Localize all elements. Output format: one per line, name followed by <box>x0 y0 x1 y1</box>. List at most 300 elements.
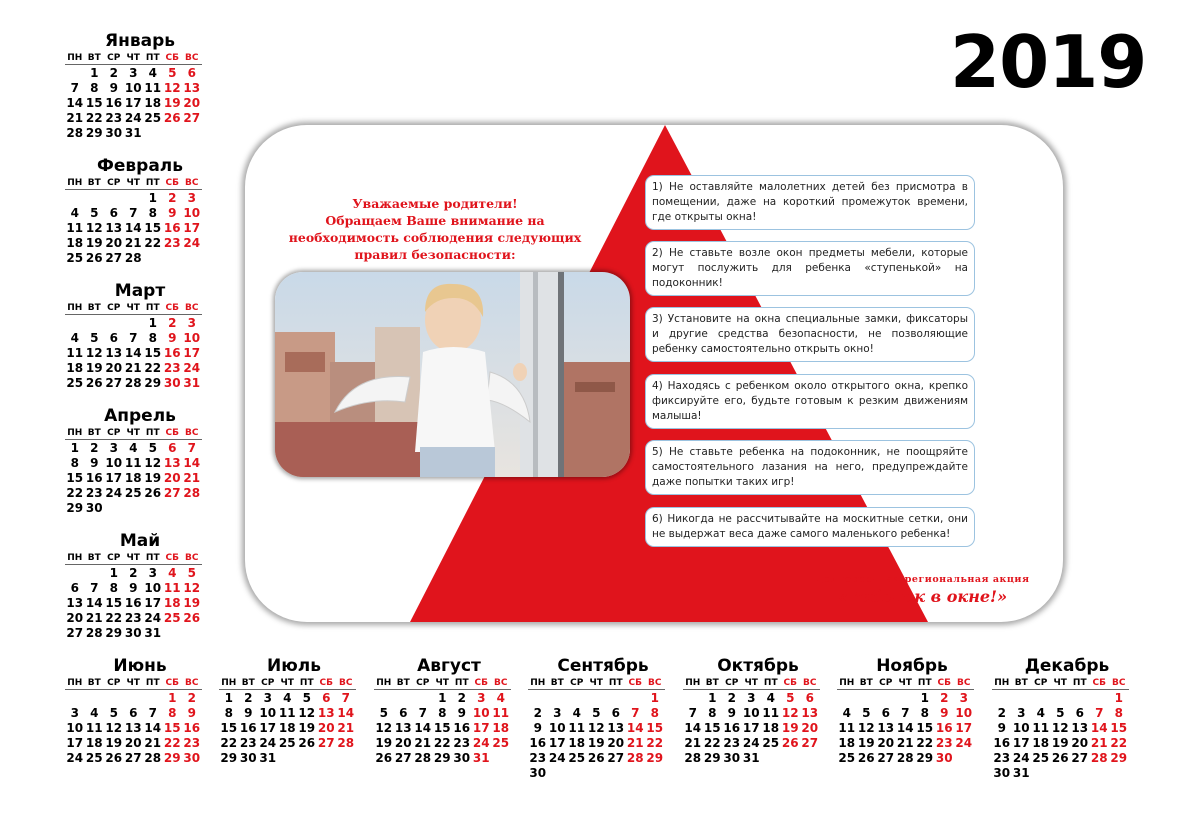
day-cell: 19 <box>85 236 103 250</box>
weekday-header: ВС <box>182 177 202 190</box>
day-cell: 10 <box>1012 721 1030 735</box>
weekday-header: ПТ <box>143 52 163 65</box>
day-cell: 24 <box>183 361 201 375</box>
day-cell: 31 <box>472 751 490 765</box>
day-cell: 6 <box>109 206 118 220</box>
day-cell: 28 <box>1090 751 1108 765</box>
weekday-header: ПН <box>65 302 85 315</box>
day-cell: 10 <box>183 206 201 220</box>
day-cell: 2 <box>109 66 118 80</box>
day-cell: 4 <box>842 706 851 720</box>
day-cell: 4 <box>70 331 79 345</box>
day-cell: 21 <box>337 721 355 735</box>
day-cell: 28 <box>337 736 355 750</box>
day-cell: 9 <box>727 706 736 720</box>
day-cell: 15 <box>1110 721 1128 735</box>
day-cell: 4 <box>148 66 157 80</box>
day-cell: 28 <box>896 751 914 765</box>
empty-day-cell <box>104 316 124 331</box>
day-cell: 12 <box>1051 721 1069 735</box>
weekday-header: ЧТ <box>124 52 144 65</box>
day-cell: 18 <box>568 736 586 750</box>
day-cell: 9 <box>168 206 177 220</box>
day-cell: 22 <box>85 111 103 125</box>
day-cell: 18 <box>762 721 780 735</box>
day-cell: 14 <box>183 456 201 470</box>
weekday-header: ЧТ <box>124 302 144 315</box>
heading-line: Обращаем Ваше внимание на <box>325 213 545 228</box>
day-cell: 24 <box>66 751 84 765</box>
day-cell: 3 <box>477 691 486 705</box>
day-cell: 29 <box>85 126 103 140</box>
day-cell: 4 <box>496 691 505 705</box>
day-cell: 23 <box>85 486 103 500</box>
day-cell: 22 <box>433 736 451 750</box>
weekday-header: ВС <box>800 677 820 690</box>
weekday-header: СР <box>104 302 124 315</box>
day-cell: 25 <box>124 486 142 500</box>
day-cell: 2 <box>457 691 466 705</box>
day-cell: 16 <box>163 221 181 235</box>
month-calendar <box>219 655 369 766</box>
day-cell: 27 <box>163 486 181 500</box>
month-calendar <box>65 30 215 141</box>
day-cell: 29 <box>433 751 451 765</box>
day-cell: 27 <box>66 626 84 640</box>
day-cell: 30 <box>529 766 547 780</box>
day-cell: 8 <box>920 706 929 720</box>
weekday-header: ПН <box>528 677 548 690</box>
day-cell: 14 <box>144 721 162 735</box>
day-cell: 9 <box>168 331 177 345</box>
day-cell: 9 <box>244 706 253 720</box>
weekday-header: ПТ <box>143 177 163 190</box>
day-cell: 14 <box>337 706 355 720</box>
day-cell: 11 <box>66 346 84 360</box>
weekday-header: ВС <box>182 302 202 315</box>
day-cell: 6 <box>399 706 408 720</box>
weekday-header: СР <box>104 552 124 565</box>
safety-rule: 1) Не оставляйте малолетних детей без присмотра в помещении, даже на короткий промежуток времени, где открыты окна! <box>645 175 975 230</box>
empty-day-cell <box>65 566 85 581</box>
day-cell: 31 <box>144 626 162 640</box>
day-cell: 4 <box>90 706 99 720</box>
day-cell: 10 <box>105 456 123 470</box>
day-cell: 16 <box>935 721 953 735</box>
day-cell: 21 <box>896 736 914 750</box>
day-cell: 14 <box>66 96 84 110</box>
day-cell: 30 <box>124 626 142 640</box>
day-cell: 7 <box>688 706 697 720</box>
day-cell: 1 <box>224 691 233 705</box>
day-cell: 15 <box>85 96 103 110</box>
day-cell: 21 <box>124 236 142 250</box>
day-cell: 26 <box>857 751 875 765</box>
day-cell: 6 <box>322 691 331 705</box>
weekday-header: ВС <box>182 52 202 65</box>
day-cell: 1 <box>148 316 157 330</box>
day-cell: 26 <box>298 736 316 750</box>
day-cell: 3 <box>148 566 157 580</box>
campaign-title: «Ребенок в окне!» <box>837 587 1008 606</box>
weekday-header: ЧТ <box>278 677 298 690</box>
weekday-header: ВТ <box>548 677 568 690</box>
weekday-header: ПТ <box>143 427 163 440</box>
empty-day-cell <box>85 316 105 331</box>
empty-day-cell <box>394 691 414 706</box>
weekday-header: СБ <box>163 552 183 565</box>
day-cell: 13 <box>394 721 412 735</box>
weekday-header: СР <box>1031 677 1051 690</box>
empty-day-cell <box>587 691 607 706</box>
safety-poster <box>245 125 1063 622</box>
empty-day-cell <box>683 691 703 706</box>
day-cell: 14 <box>626 721 644 735</box>
day-cell: 6 <box>187 66 196 80</box>
day-cell: 19 <box>163 96 181 110</box>
day-cell: 22 <box>646 736 664 750</box>
day-cell: 10 <box>183 331 201 345</box>
day-cell: 11 <box>66 221 84 235</box>
day-cell: 24 <box>548 751 566 765</box>
day-cell: 15 <box>703 721 721 735</box>
weekday-header: СБ <box>163 177 183 190</box>
weekday-header: ВТ <box>1012 677 1032 690</box>
day-cell: 12 <box>781 706 799 720</box>
weekday-header: ПН <box>65 427 85 440</box>
day-cell: 26 <box>587 751 605 765</box>
day-cell: 31 <box>742 751 760 765</box>
day-cell: 21 <box>183 471 201 485</box>
day-cell: 25 <box>163 611 181 625</box>
day-cell: 26 <box>781 736 799 750</box>
day-cell: 14 <box>1090 721 1108 735</box>
month-calendar <box>528 655 678 781</box>
day-cell: 1 <box>1114 691 1123 705</box>
day-cell: 26 <box>105 751 123 765</box>
day-cell: 23 <box>163 236 181 250</box>
weekday-header: ЧТ <box>742 677 762 690</box>
day-cell: 30 <box>453 751 471 765</box>
day-cell: 23 <box>183 736 201 750</box>
day-cell: 26 <box>144 486 162 500</box>
month-name: Март <box>114 281 166 301</box>
day-cell: 19 <box>144 471 162 485</box>
weekday-header: ПН <box>219 677 239 690</box>
day-cell: 3 <box>187 191 196 205</box>
weekday-header: СР <box>567 677 587 690</box>
day-cell: 18 <box>492 721 510 735</box>
weekday-header: ВС <box>336 677 356 690</box>
day-cell: 12 <box>857 721 875 735</box>
day-cell: 26 <box>375 751 393 765</box>
empty-day-cell <box>124 691 144 706</box>
day-cell: 26 <box>183 611 201 625</box>
day-cell: 2 <box>168 316 177 330</box>
day-cell: 3 <box>747 691 756 705</box>
day-cell: 21 <box>85 611 103 625</box>
day-cell: 8 <box>70 456 79 470</box>
weekday-header: ВС <box>1109 677 1129 690</box>
empty-day-cell <box>85 191 105 206</box>
day-cell: 13 <box>607 721 625 735</box>
month-name: Октябрь <box>717 656 799 676</box>
day-cell: 11 <box>124 456 142 470</box>
empty-day-cell <box>65 691 85 706</box>
day-cell: 8 <box>148 331 157 345</box>
day-cell: 18 <box>66 361 84 375</box>
day-cell: 2 <box>940 691 949 705</box>
day-cell: 29 <box>916 751 934 765</box>
weekday-header: ВТ <box>85 52 105 65</box>
day-cell: 31 <box>1012 766 1030 780</box>
day-cell: 22 <box>144 236 162 250</box>
day-cell: 5 <box>90 206 99 220</box>
day-cell: 5 <box>168 66 177 80</box>
day-cell: 19 <box>85 361 103 375</box>
day-cell: 27 <box>105 251 123 265</box>
day-cell: 30 <box>723 751 741 765</box>
day-cell: 16 <box>993 736 1011 750</box>
day-cell: 23 <box>529 751 547 765</box>
month-name: Сентябрь <box>557 656 649 676</box>
day-cell: 12 <box>587 721 605 735</box>
day-cell: 12 <box>85 221 103 235</box>
day-cell: 10 <box>548 721 566 735</box>
day-cell: 1 <box>920 691 929 705</box>
day-cell: 19 <box>298 721 316 735</box>
day-cell: 12 <box>105 721 123 735</box>
day-cell: 20 <box>105 236 123 250</box>
day-cell: 16 <box>453 721 471 735</box>
weekday-header: ПТ <box>452 677 472 690</box>
day-cell: 16 <box>183 721 201 735</box>
day-cell: 5 <box>302 691 311 705</box>
day-cell: 13 <box>105 221 123 235</box>
day-cell: 15 <box>163 721 181 735</box>
day-cell: 14 <box>414 721 432 735</box>
day-cell: 24 <box>1012 751 1030 765</box>
day-cell: 23 <box>105 111 123 125</box>
day-cell: 7 <box>129 331 138 345</box>
month-name: Июль <box>267 656 321 676</box>
day-cell: 10 <box>124 81 142 95</box>
day-cell: 9 <box>940 706 949 720</box>
weekday-header: СР <box>722 677 742 690</box>
weekday-header: ЧТ <box>587 677 607 690</box>
day-cell: 1 <box>708 691 717 705</box>
day-cell: 8 <box>708 706 717 720</box>
day-cell: 15 <box>66 471 84 485</box>
day-cell: 25 <box>1032 751 1050 765</box>
day-cell: 20 <box>877 736 895 750</box>
day-cell: 14 <box>124 346 142 360</box>
day-cell: 6 <box>611 706 620 720</box>
empty-day-cell <box>1070 691 1090 706</box>
weekday-header: ПТ <box>143 552 163 565</box>
day-cell: 20 <box>183 96 201 110</box>
day-cell: 16 <box>239 721 257 735</box>
day-cell: 15 <box>105 596 123 610</box>
year-title: 2019 <box>950 20 1147 104</box>
day-cell: 21 <box>1090 736 1108 750</box>
day-cell: 25 <box>66 376 84 390</box>
day-cell: 3 <box>263 691 272 705</box>
day-cell: 23 <box>124 611 142 625</box>
day-cell: 10 <box>955 706 973 720</box>
day-cell: 30 <box>105 126 123 140</box>
day-cell: 12 <box>85 346 103 360</box>
weekday-header: СР <box>104 677 124 690</box>
day-cell: 9 <box>457 706 466 720</box>
weekday-header: ПН <box>65 177 85 190</box>
safety-rule: 6) Никогда не рассчитывайте на москитные сетки, они не выдержат веса даже самого маленького ребенка! <box>645 507 975 547</box>
weekday-header: ВТ <box>85 677 105 690</box>
weekday-header: ЧТ <box>896 677 916 690</box>
day-cell: 31 <box>183 376 201 390</box>
day-cell: 26 <box>85 376 103 390</box>
day-cell: 12 <box>183 581 201 595</box>
day-cell: 17 <box>183 221 201 235</box>
day-cell: 9 <box>187 706 196 720</box>
day-cell: 2 <box>727 691 736 705</box>
weekday-header: СБ <box>472 677 492 690</box>
empty-day-cell <box>992 691 1012 706</box>
day-cell: 19 <box>1051 736 1069 750</box>
day-cell: 25 <box>762 736 780 750</box>
day-cell: 1 <box>438 691 447 705</box>
day-cell: 20 <box>1071 736 1089 750</box>
day-cell: 3 <box>129 66 138 80</box>
day-cell: 9 <box>997 721 1006 735</box>
day-cell: 16 <box>105 96 123 110</box>
empty-day-cell <box>124 316 144 331</box>
empty-day-cell <box>413 691 433 706</box>
weekday-header: СБ <box>163 302 183 315</box>
month-name: Декабрь <box>1024 656 1110 676</box>
weekday-header: ВТ <box>85 177 105 190</box>
day-cell: 28 <box>144 751 162 765</box>
day-cell: 6 <box>168 441 177 455</box>
day-cell: 6 <box>70 581 79 595</box>
day-cell: 7 <box>418 706 427 720</box>
month-name: Август <box>417 656 481 676</box>
day-cell: 21 <box>124 361 142 375</box>
day-cell: 13 <box>1071 721 1089 735</box>
day-cell: 25 <box>568 751 586 765</box>
day-cell: 30 <box>85 501 103 515</box>
day-cell: 5 <box>187 566 196 580</box>
day-cell: 9 <box>90 456 99 470</box>
day-cell: 6 <box>1075 706 1084 720</box>
day-cell: 22 <box>703 736 721 750</box>
day-cell: 26 <box>163 111 181 125</box>
day-cell: 21 <box>414 736 432 750</box>
day-cell: 7 <box>631 706 640 720</box>
day-cell: 22 <box>916 736 934 750</box>
empty-day-cell <box>374 691 394 706</box>
day-cell: 27 <box>394 751 412 765</box>
day-cell: 9 <box>129 581 138 595</box>
empty-day-cell <box>857 691 877 706</box>
day-cell: 8 <box>1114 706 1123 720</box>
weekday-header: ВС <box>182 552 202 565</box>
day-cell: 14 <box>124 221 142 235</box>
day-cell: 27 <box>124 751 142 765</box>
empty-day-cell <box>104 691 124 706</box>
weekday-header: СБ <box>163 677 183 690</box>
empty-day-cell <box>104 191 124 206</box>
day-cell: 29 <box>646 751 664 765</box>
heading-line: Уважаемые родители! <box>352 196 518 211</box>
day-cell: 18 <box>278 721 296 735</box>
day-cell: 25 <box>492 736 510 750</box>
day-cell: 11 <box>568 721 586 735</box>
day-cell: 27 <box>607 751 625 765</box>
day-cell: 23 <box>453 736 471 750</box>
day-cell: 30 <box>183 751 201 765</box>
day-cell: 19 <box>183 596 201 610</box>
day-cell: 11 <box>85 721 103 735</box>
safety-rule: 3) Установите на окна специальные замки, фиксаторы и другие средства безопасности, не позволяющие ребенку самостоятельно открыть окно! <box>645 307 975 362</box>
day-cell: 1 <box>70 441 79 455</box>
day-cell: 9 <box>533 721 542 735</box>
weekday-header: ВС <box>182 427 202 440</box>
empty-day-cell <box>1051 691 1071 706</box>
empty-day-cell <box>85 566 105 581</box>
day-cell: 7 <box>148 706 157 720</box>
weekday-header: ПТ <box>606 677 626 690</box>
day-cell: 1 <box>90 66 99 80</box>
day-cell: 5 <box>592 706 601 720</box>
weekday-header: СБ <box>781 677 801 690</box>
day-cell: 11 <box>762 706 780 720</box>
weekday-header: ЧТ <box>1051 677 1071 690</box>
weekday-header: ВТ <box>239 677 259 690</box>
day-cell: 2 <box>244 691 253 705</box>
weekday-header: ЧТ <box>124 677 144 690</box>
day-cell: 22 <box>163 736 181 750</box>
day-cell: 12 <box>144 456 162 470</box>
day-cell: 2 <box>533 706 542 720</box>
day-cell: 10 <box>66 721 84 735</box>
day-cell: 4 <box>70 206 79 220</box>
weekday-header: ПН <box>683 677 703 690</box>
day-cell: 11 <box>492 706 510 720</box>
day-cell: 3 <box>109 441 118 455</box>
empty-day-cell <box>626 691 646 706</box>
weekday-header: ВС <box>491 677 511 690</box>
day-cell: 17 <box>955 721 973 735</box>
day-cell: 15 <box>646 721 664 735</box>
day-cell: 13 <box>66 596 84 610</box>
day-cell: 21 <box>684 736 702 750</box>
day-cell: 11 <box>1032 721 1050 735</box>
day-cell: 29 <box>163 751 181 765</box>
weekday-header: ВТ <box>85 427 105 440</box>
weekday-header: ПН <box>992 677 1012 690</box>
day-cell: 31 <box>259 751 277 765</box>
empty-day-cell <box>548 691 568 706</box>
weekday-header: ВТ <box>85 552 105 565</box>
empty-day-cell <box>143 691 163 706</box>
day-cell: 29 <box>703 751 721 765</box>
day-cell: 18 <box>163 596 181 610</box>
day-cell: 16 <box>85 471 103 485</box>
weekday-header: ПН <box>374 677 394 690</box>
month-name: Май <box>119 531 161 551</box>
empty-day-cell <box>606 691 626 706</box>
